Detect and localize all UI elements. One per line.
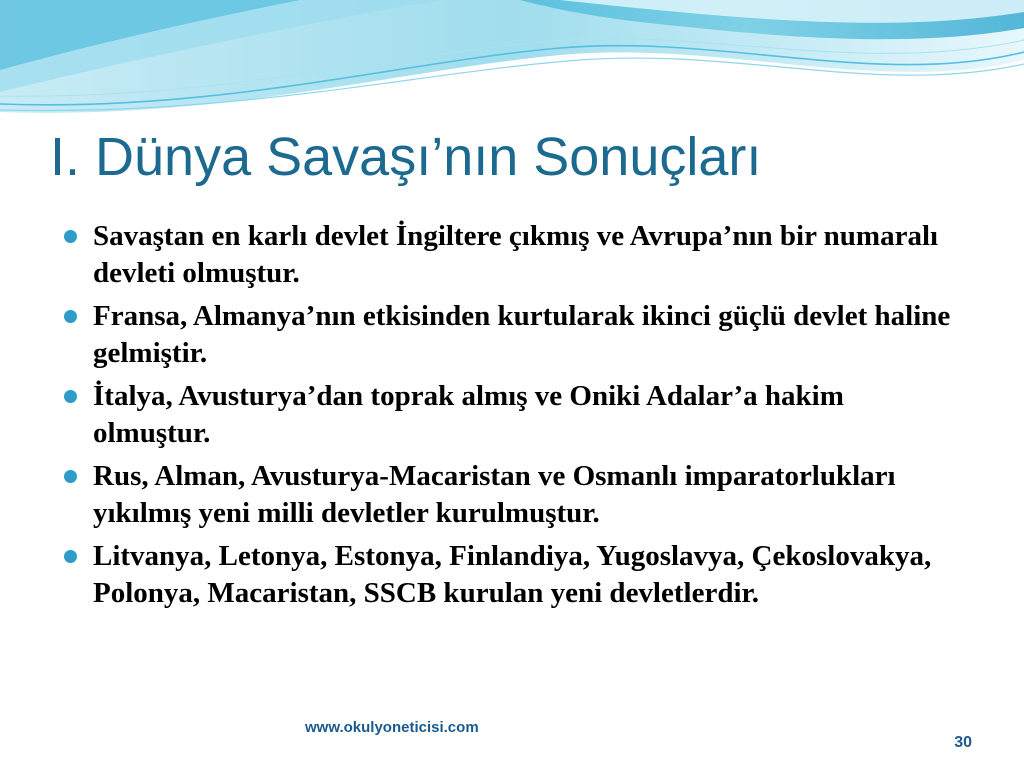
bullet-dot-icon <box>64 230 77 243</box>
bullet-dot-icon <box>64 550 77 563</box>
bullet-dot-icon <box>64 390 77 403</box>
bullet-dot-icon <box>64 470 77 483</box>
bullet-text: Savaştan en karlı devlet İngiltere çıkmış ve Avrupa’nın bir numaralı devleti olmuştur. <box>93 220 939 289</box>
slide-title: I. Dünya Savaşı’nın Sonuçları <box>50 127 762 187</box>
footer-website-link[interactable]: www.okulyoneticisi.com <box>305 719 479 736</box>
bullet-list <box>62 218 962 618</box>
wave-header-decoration <box>0 0 1024 130</box>
bullet-text: İtalya, Avusturya’dan toprak almış ve Oniki Adalar’a hakim olmuştur. <box>93 380 844 449</box>
bullet-item <box>62 378 962 452</box>
bullet-text: Rus, Alman, Avusturya-Macaristan ve Osmanlı imparatorlukları yıkılmış yeni milli devletler kurulmuştur. <box>93 460 896 529</box>
bullet-item <box>62 458 962 532</box>
bullet-item <box>62 218 962 292</box>
bullet-text: Fransa, Almanya’nın etkisinden kurtularak ikinci güçlü devlet haline gelmiştir. <box>93 300 951 369</box>
bullet-text: Litvanya, Letonya, Estonya, Finlandiya, Yugoslavya, Çekoslovakya, Polonya, Macaristan, SSCB kurulan yeni devletlerdir. <box>93 540 932 609</box>
bullet-dot-icon <box>64 310 77 323</box>
page-number: 30 <box>954 734 972 751</box>
bullet-item <box>62 298 962 372</box>
bullet-item <box>62 538 962 612</box>
